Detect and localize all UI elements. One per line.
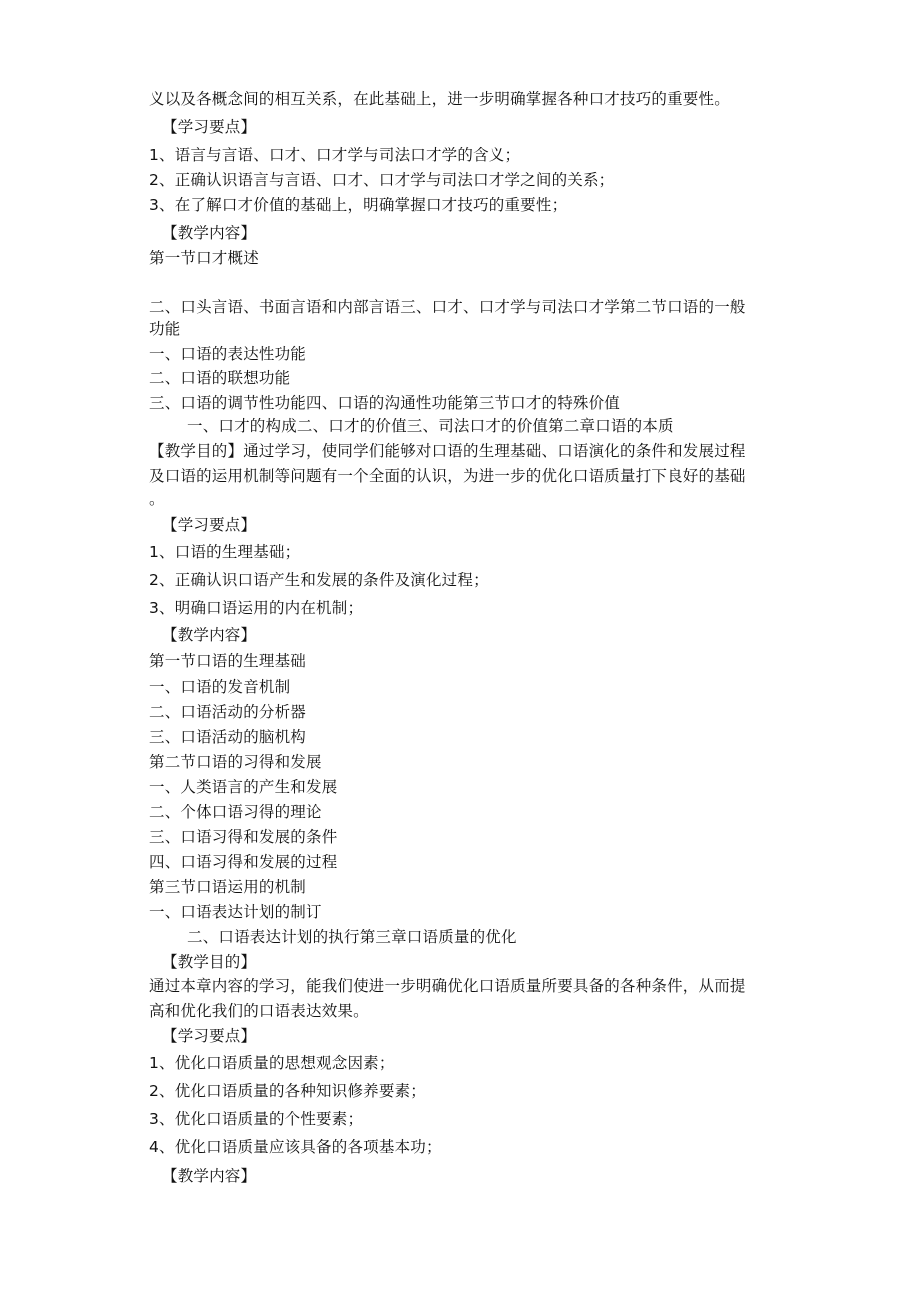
list-item: 一、口语的发音机制 xyxy=(149,678,291,696)
list-item: 一、人类语言的产生和发展 xyxy=(149,778,338,796)
list-item: 一、口语的表达性功能 xyxy=(149,345,307,363)
section-heading: 【教学目的】 xyxy=(162,953,257,971)
text-line: 高和优化我们的口语表达效果。 xyxy=(149,1002,369,1020)
text-line: 通过本章内容的学习，能我们使进一步明确优化口语质量所要具备的各种条件，从而提 xyxy=(149,977,746,995)
text-line: 一、口才的构成二、口才的价值三、司法口才的价值第二章口语的本质 xyxy=(187,417,674,435)
list-item: 四、口语习得和发展的过程 xyxy=(149,853,338,871)
list-item: 1、口语的生理基础； xyxy=(149,543,301,561)
section-heading: 【学习要点】 xyxy=(162,118,257,136)
list-item: 二、口语活动的分析器 xyxy=(149,703,307,721)
list-item: 1、优化口语质量的思想观念因素； xyxy=(149,1054,395,1072)
list-item: 4、优化口语质量应该具备的各项基本功； xyxy=(149,1138,442,1156)
list-item: 二、个体口语习得的理论 xyxy=(149,803,322,821)
text-line: 。 xyxy=(149,490,165,508)
text-line: 【教学目的】通过学习，使同学们能够对口语的生理基础、口语演化的条件和发展过程 xyxy=(149,442,746,460)
list-item: 3、明确口语运用的内在机制； xyxy=(149,599,364,617)
list-item: 3、在了解口才价值的基础上，明确掌握口才技巧的重要性； xyxy=(149,196,568,214)
section-heading: 【学习要点】 xyxy=(162,516,257,534)
text-line: 第一节口语的生理基础 xyxy=(149,652,307,670)
text-line: 第三节口语运用的机制 xyxy=(149,878,307,896)
section-heading: 【教学内容】 xyxy=(162,224,257,242)
text-line: 二、口头言语、书面言语和内部言语三、口才、口才学与司法口才学第二节口语的一般 xyxy=(149,298,746,316)
list-item: 2、优化口语质量的各种知识修养要素； xyxy=(149,1082,426,1100)
list-item: 三、口语习得和发展的条件 xyxy=(149,828,338,846)
list-item: 2、正确认识语言与言语、口才、口才学与司法口才学之间的关系； xyxy=(149,171,615,189)
list-item: 三、口语的调节性功能四、口语的沟通性功能第三节口才的特殊价值 xyxy=(149,394,621,412)
section-heading: 【学习要点】 xyxy=(162,1027,257,1045)
text-line: 二、口语表达计划的执行第三章口语质量的优化 xyxy=(187,928,517,946)
text-line: 义以及各概念间的相互关系，在此基础上，进一步明确掌握各种口才技巧的重要性。 xyxy=(149,90,730,108)
list-item: 二、口语的联想功能 xyxy=(149,369,291,387)
section-heading: 【教学内容】 xyxy=(162,626,257,644)
list-item: 一、口语表达计划的制订 xyxy=(149,903,322,921)
list-item: 三、口语活动的脑机构 xyxy=(149,728,307,746)
text-line: 功能 xyxy=(149,320,181,338)
list-item: 2、正确认识口语产生和发展的条件及演化过程； xyxy=(149,571,489,589)
text-line: 第一节口才概述 xyxy=(149,249,259,267)
list-item: 1、语言与言语、口才、口才学与司法口才学的含义； xyxy=(149,146,521,164)
text-line: 第二节口语的习得和发展 xyxy=(149,753,322,771)
list-item: 3、优化口语质量的个性要素； xyxy=(149,1110,364,1128)
text-line: 及口语的运用机制等问题有一个全面的认识，为进一步的优化口语质量打下良好的基础 xyxy=(149,467,746,485)
section-heading: 【教学内容】 xyxy=(162,1167,257,1185)
